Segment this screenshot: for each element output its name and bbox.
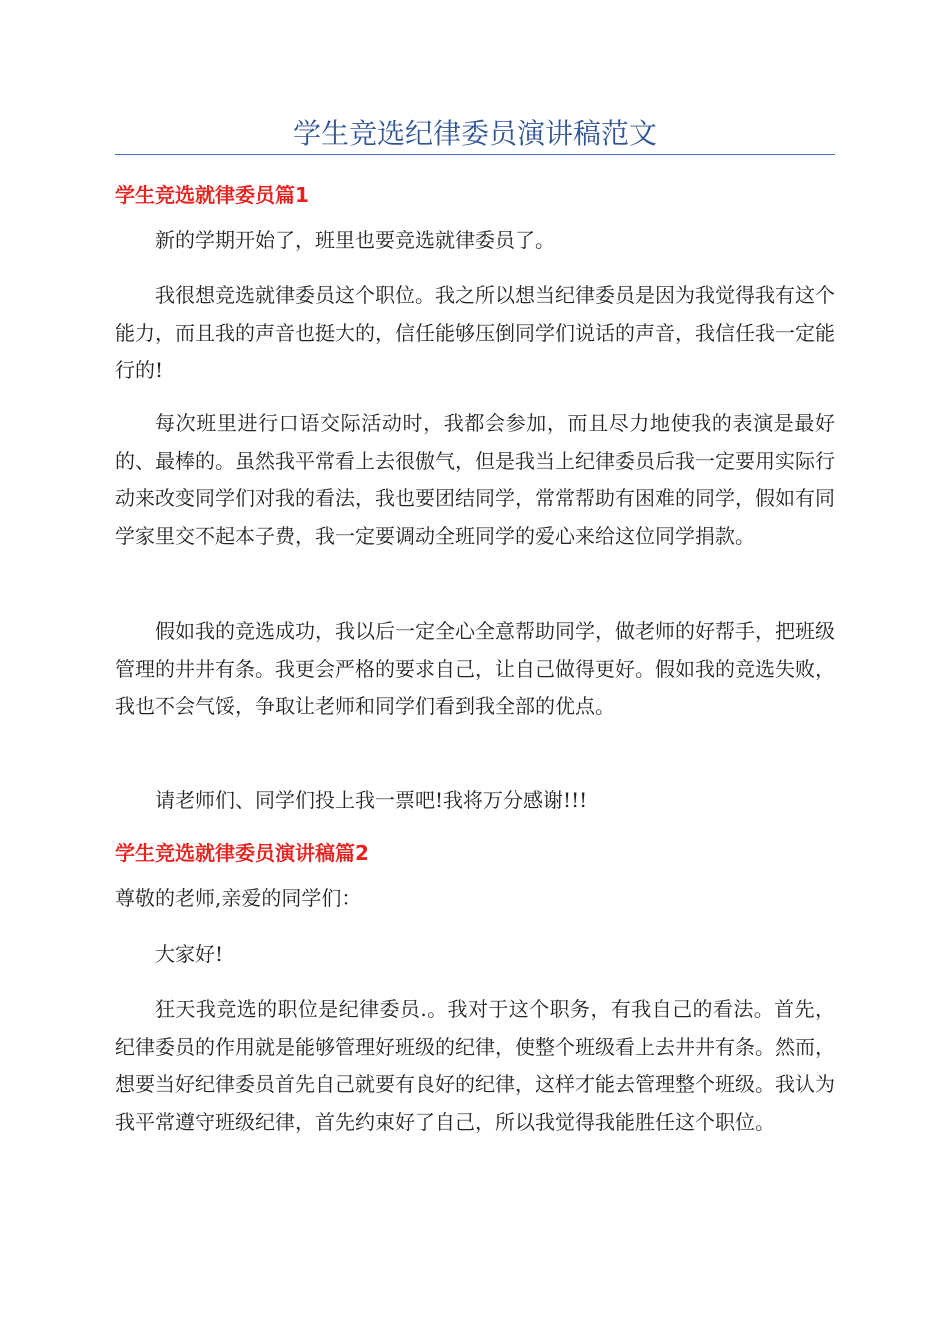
- section-heading-1: 学生竞选就律委员篇1: [115, 183, 309, 207]
- section-heading-2: 学生竞选就律委员演讲稿篇2: [115, 841, 369, 865]
- paragraph: 我很想竞选就律委员这个职位。我之所以想当纪律委员是因为我觉得我有这个能力，而且我的声音也挺大的，信任能够压倒同学们说话的声音，我信任我一定能行的!: [115, 283, 835, 383]
- document-page: [115, 0, 835, 1344]
- paragraph: 大家好!: [155, 942, 224, 966]
- title-underline: [115, 154, 835, 155]
- paragraph: 每次班里进行口语交际活动时，我都会参加，而且尽力地使我的表演是最好的、最棒的。虽然我平常看上去很傲气，但是我当上纪律委员后我一定要用实际行动来改变同学们对我的看法，我也要团结同学，常常帮助有困难的同学，假如有同学家里交不起本子费，我一定要调动全班同学的爱心来给这位同学捐款。: [115, 411, 835, 548]
- paragraph: 狂天我竞选的职位是纪律委员.。我对于这个职务，有我自己的看法。首先，纪律委员的作用就是能够管理好班级的纪律，使整个班级看上去井井有条。然而，想要当好纪律委员首先自己就要有良好的纪律，这样才能去管理整个班级。我认为我平常遵守班级纪律，首先约束好了自己，所以我觉得我能胜任这个职位。: [115, 997, 835, 1134]
- paragraph: 尊敬的老师,亲爱的同学们：: [115, 886, 362, 910]
- paragraph: 新的学期开始了，班里也要竞选就律委员了。: [155, 228, 555, 252]
- paragraph: 请老师们、同学们投上我一票吧!我将万分感谢!!!: [155, 788, 588, 812]
- document-title: 学生竞选纪律委员演讲稿范文: [292, 117, 657, 150]
- paragraph: 假如我的竞选成功，我以后一定全心全意帮助同学，做老师的好帮手，把班级管理的井井有条。我更会严格的要求自己，让自己做得更好。假如我的竞选失败，我也不会气馁，争取让老师和同学们看到我全部的优点。: [115, 619, 835, 719]
